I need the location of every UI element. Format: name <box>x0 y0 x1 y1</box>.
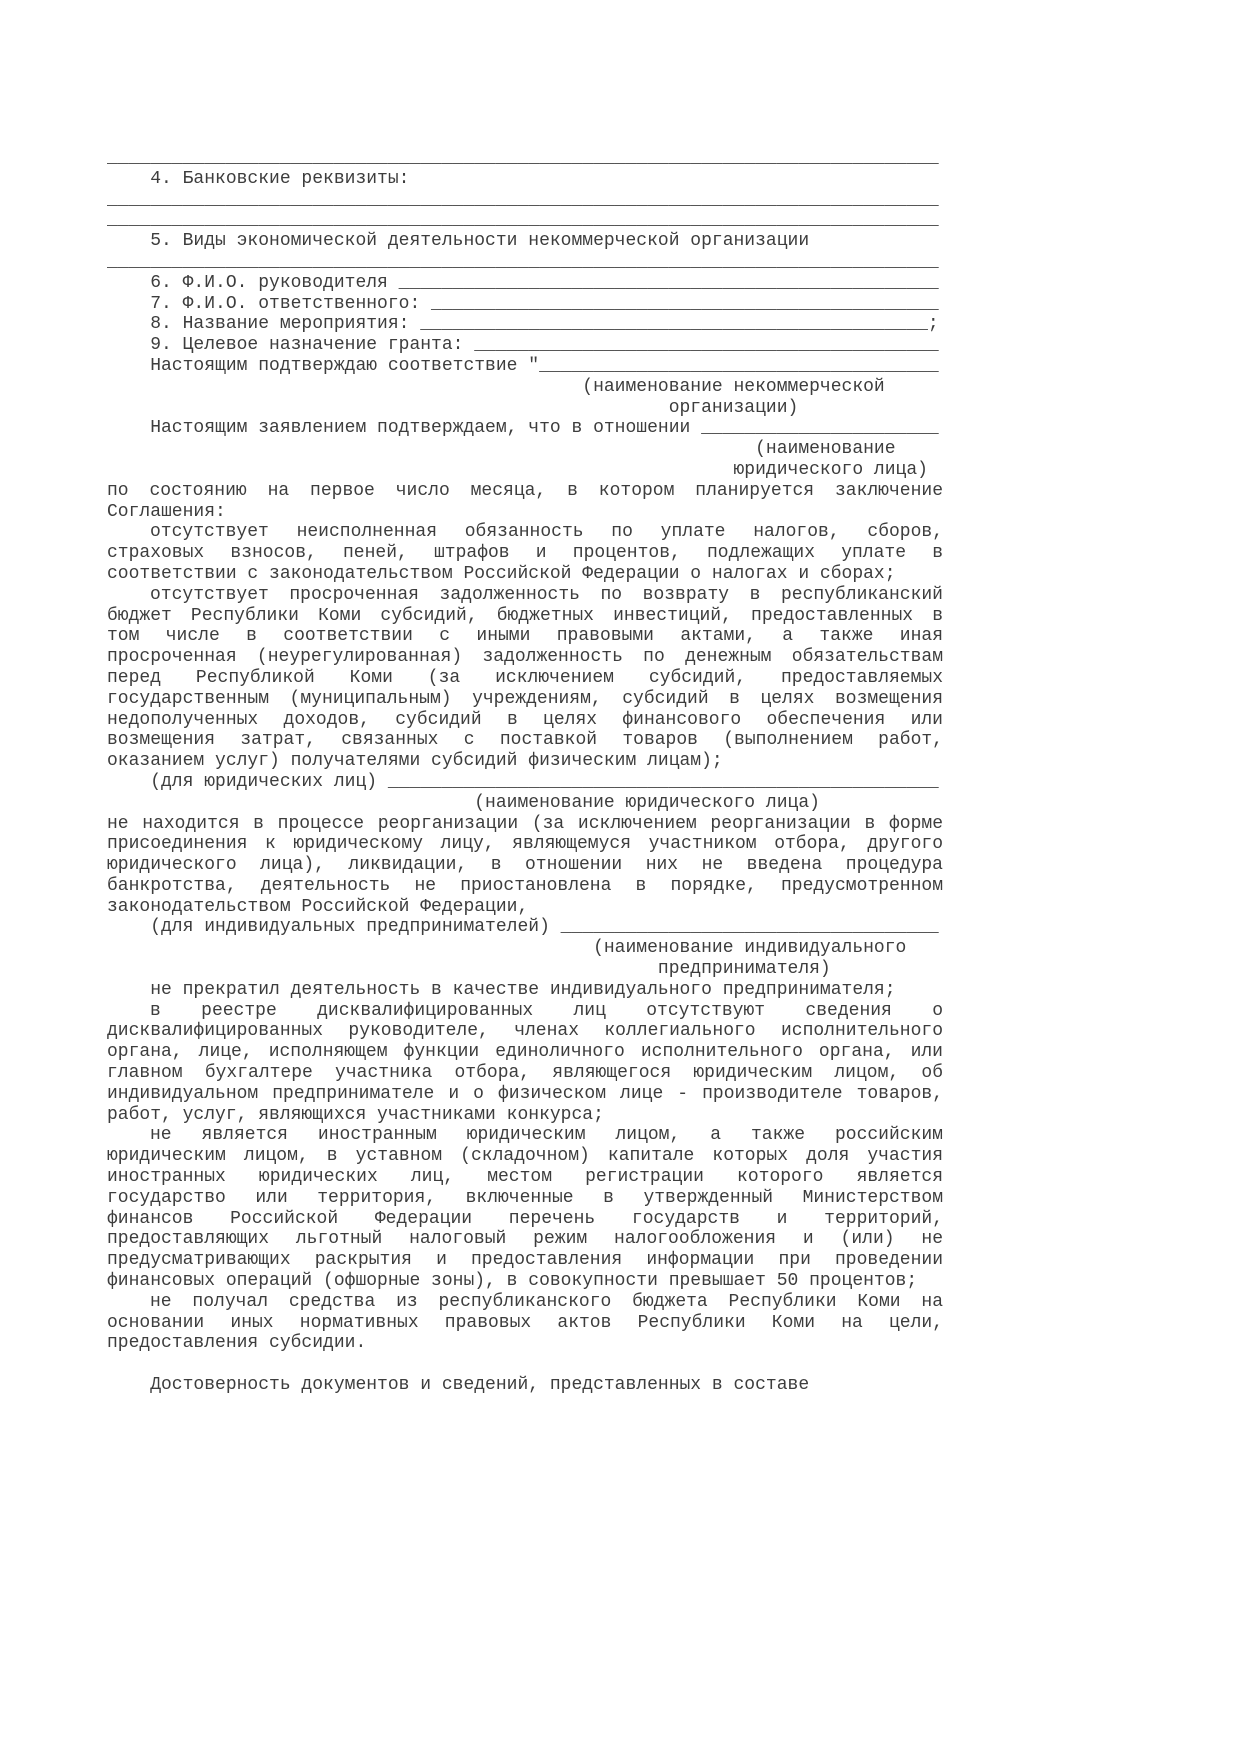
document-line: (для индивидуальных предпринимателей) ___________________________________ <box>107 917 939 938</box>
document-line: отсутствует неисполненная обязанность по уплате налогов, сборов, <box>150 522 943 543</box>
document-line: Соглашения: <box>107 501 226 522</box>
document-line: 9. Целевое назначение гранта: ___________________________________________ <box>107 335 939 356</box>
document-line: предпринимателя) <box>107 959 831 980</box>
document-line: отсутствует просроченная задолженность по возврату в республиканский <box>150 584 943 605</box>
document-line: Настоящим заявлением подтверждаем, что в отношении ______________________ <box>107 418 939 439</box>
document-line: оказанием услуг) получателями субсидий физическим лицам); <box>107 751 723 772</box>
document-line: недополученных доходов, субсидий в целях финансового обеспечения или <box>107 709 943 730</box>
document-line: _____________________________________________________________________________ <box>107 210 939 231</box>
document-line: _____________________________________________________________________________ <box>107 189 939 210</box>
document-line <box>107 1354 943 1375</box>
document-line: перед Республикой Коми (за исключением субсидий, предоставляемых <box>107 667 943 688</box>
document-line: организации) <box>107 397 799 418</box>
document-line: банкротства, деятельность не приостановлена в порядке, предусмотренном <box>107 875 943 896</box>
document-line: возмещения затрат, связанных с поставкой товаров (выполнением работ, <box>107 730 943 751</box>
document-line: _____________________________________________________________________________ <box>107 148 939 168</box>
document-line: (наименование юридического лица) <box>107 792 820 813</box>
document-line: не находится в процессе реорганизации (за исключением реорганизации в форме <box>107 813 943 834</box>
document-line: государство или территория, включенные в утвержденный Министерством <box>107 1187 943 1208</box>
document-line: предусматривающих раскрытия и предоставления информации при проведении <box>107 1250 943 1271</box>
document-line: государственным (муниципальным) учреждениям, субсидий в целях возмещения <box>107 688 943 709</box>
document-line: по состоянию на первое число месяца, в котором планируется заключение <box>107 480 943 501</box>
document-line: (наименование некоммерческой <box>107 376 885 397</box>
document-line: законодательством Российской Федерации, <box>107 896 529 917</box>
document-line: юридического лица), ликвидации, в отношении них не введена процедура <box>107 855 943 876</box>
document-line: индивидуальном предпринимателе и о физическом лице - производителе товаров, <box>107 1083 943 1104</box>
document-line: том числе в соответствии с иными правовыми актами, а также иная <box>107 626 943 647</box>
document-line: юридическим лицом, в уставном (складочном) капитале которых доля участия <box>107 1146 943 1167</box>
document-line: финансов Российской Федерации перечень государств и территорий, <box>107 1208 943 1229</box>
document-line: органа, лице, исполняющем функции единоличного исполнительного органа, или <box>107 1042 943 1063</box>
document-line: основании иных нормативных правовых актов Республики Коми на цели, <box>107 1312 943 1333</box>
document-line: Настоящим подтверждаю соответствие "_____________________________________ <box>107 355 939 376</box>
document-line: присоединения к юридическому лицу, являющемуся участником отбора, другого <box>107 834 943 855</box>
document-line: финансовых операций (офшорные зоны), в совокупности превышает 50 процентов; <box>107 1271 918 1292</box>
document-line: просроченная (неурегулированная) задолженность по денежным обязательствам <box>107 647 943 668</box>
document-line: главном бухгалтере участника отбора, являющегося юридическим лицом, об <box>107 1063 943 1084</box>
document-line: (наименование индивидуального <box>107 938 907 959</box>
document-line: 6. Ф.И.О. руководителя __________________________________________________ <box>107 272 939 293</box>
document-line: юридического лица) <box>107 459 928 480</box>
document-line: не прекратил деятельность в качестве индивидуального предпринимателя; <box>107 979 896 1000</box>
document-line: (для юридических лиц) ___________________________________________________ <box>107 771 939 792</box>
document-line: 7. Ф.И.О. ответственного: _______________________________________________ <box>107 293 939 314</box>
document-line: не получал средства из республиканского бюджета Республики Коми на <box>150 1291 943 1312</box>
document-line: иностранных юридических лиц, местом регистрации которого является <box>107 1167 943 1188</box>
document-line: дисквалифицированных руководителе, членах коллегиального исполнительного <box>107 1021 943 1042</box>
document-line: не является иностранным юридическим лицом, а также российским <box>150 1125 943 1146</box>
document-line: соответствии с законодательством Российской Федерации о налогах и сборах; <box>107 563 896 584</box>
document-line: 5. Виды экономической деятельности некоммерческой организации <box>107 231 810 252</box>
document-line: в реестре дисквалифицированных лиц отсутствуют сведения о <box>150 1000 943 1021</box>
document-line: предоставления субсидии. <box>107 1333 367 1354</box>
document-line: предоставляющих льготный налоговый режим налогообложения и (или) не <box>107 1229 943 1250</box>
document-line: 8. Название мероприятия: _______________________________________________; <box>107 314 939 335</box>
document-line: (наименование <box>107 439 896 460</box>
document-line: Достоверность документов и сведений, представленных в составе <box>107 1375 810 1396</box>
document-line: _____________________________________________________________________________ <box>107 251 939 272</box>
document-line: 4. Банковские реквизиты: <box>107 168 410 189</box>
document-line: страховых взносов, пеней, штрафов и процентов, подлежащих уплате в <box>107 543 943 564</box>
document-body <box>107 148 943 1396</box>
document-line: бюджет Республики Коми субсидий, бюджетных инвестиций, предоставленных в <box>107 605 943 626</box>
document-line: работ, услуг, являющихся участниками конкурса; <box>107 1104 604 1125</box>
